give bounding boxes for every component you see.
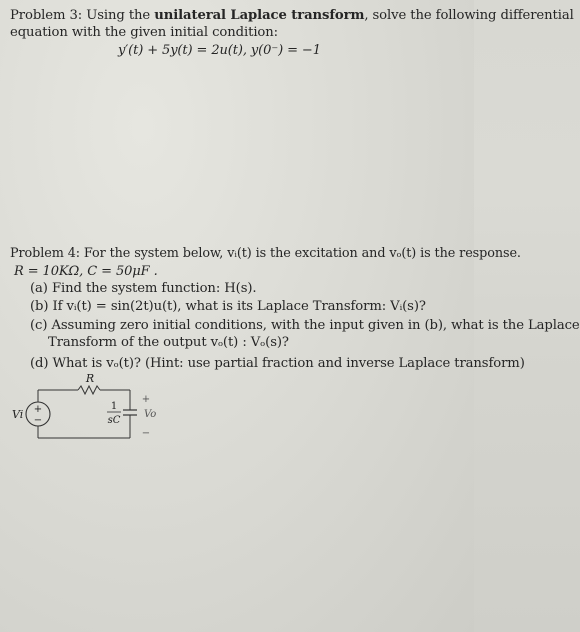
problem4-part-c1: (c) Assuming zero initial conditions, with the input given in (b), what is the Laplace — [30, 318, 580, 333]
circuit-svg — [10, 372, 170, 452]
problem3-suffix: , solve the following differential — [364, 8, 574, 23]
source-label: Vi — [12, 408, 24, 421]
circuit-diagram — [10, 372, 170, 456]
problem3-bold-phrase: unilateral Laplace transform — [154, 8, 365, 23]
capacitor-denominator: sC — [107, 415, 121, 426]
output-minus: − — [141, 428, 151, 439]
source-plus: + — [33, 404, 43, 415]
output-label: Vo — [144, 409, 157, 420]
problem4-part-b: (b) If vᵢ(t) = sin(2t)u(t), what is its Laplace Transform: Vᵢ(s)? — [30, 299, 426, 314]
problem3-line1 — [10, 8, 574, 23]
problem4-part-a: (a) Find the system function: H(s). — [30, 281, 257, 296]
problem4-params: R = 10KΩ, C = 50μF . — [14, 264, 158, 279]
problem4-part-d: (d) What is vₒ(t)? (Hint: use partial fraction and inverse Laplace transform) — [30, 356, 525, 371]
source-minus: − — [33, 415, 43, 426]
capacitor-numerator: 1 — [110, 401, 118, 412]
problem3-prefix: Problem 3: Using the — [10, 8, 155, 23]
problem4-part-c2: Transform of the output vₒ(t) : Vₒ(s)? — [48, 335, 289, 350]
problem3-equation: y′(t) + 5y(t) = 2u(t), y(0⁻) = −1 — [118, 43, 321, 58]
problem4-line1: Problem 4: For the system below, vᵢ(t) is the excitation and vₒ(t) is the response. — [10, 246, 521, 261]
output-plus: + — [141, 394, 151, 405]
resistor-label: R — [85, 372, 95, 385]
resistor-symbol — [78, 386, 100, 394]
problem3-line2: equation with the given initial condition: — [10, 25, 279, 40]
